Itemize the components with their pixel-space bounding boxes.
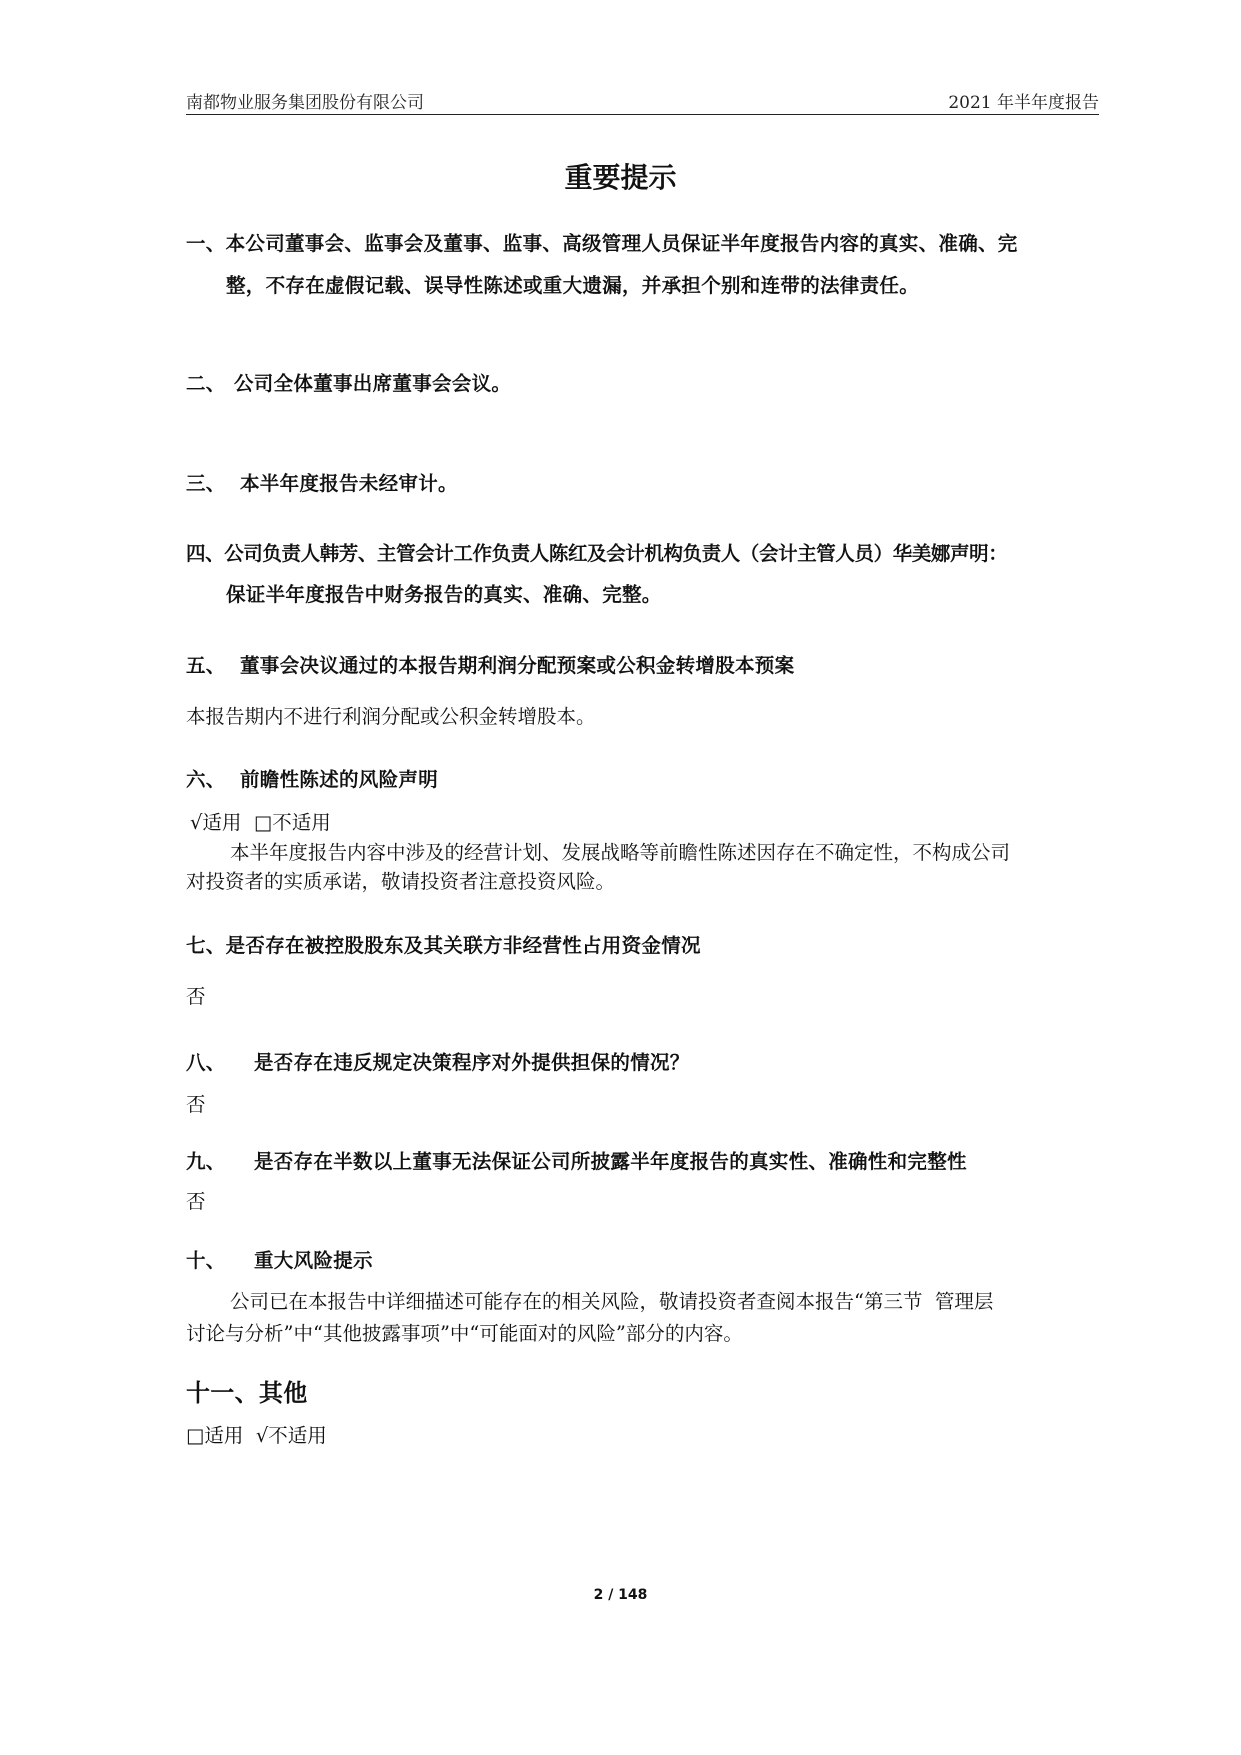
section-4-heading: [186, 538, 1007, 566]
section-6-body-line2: 对投资者的实质承诺，敬请投资者注意投资风险。: [186, 870, 616, 893]
section-2-heading: [186, 368, 511, 396]
section-9-number: 九、: [186, 1150, 226, 1173]
header-company: 南都物业服务集团股份有限公司: [186, 93, 424, 113]
header-report-title: 2021 年半年度报告: [948, 93, 1099, 113]
section-2-text: 公司全体董事出席董事会会议。: [234, 372, 512, 395]
section-3-text: 本半年度报告未经审计。: [240, 472, 458, 495]
section-9-text: 是否存在半数以上董事无法保证公司所披露半年度报告的真实性、准确性和完整性: [254, 1150, 967, 1173]
section-6-number: 六、: [186, 768, 226, 791]
section-9-answer: 否: [186, 1190, 206, 1213]
section-5-heading: [186, 650, 794, 678]
section-10-text: 重大风险提示: [254, 1249, 373, 1272]
section-3-heading: [186, 468, 458, 496]
page-title: 重要提示: [564, 161, 677, 194]
section-5-number: 五、: [186, 654, 226, 677]
section-7-answer: 否: [186, 985, 206, 1008]
page-header: [186, 84, 1099, 115]
section-7-text: 是否存在被控股股东及其关联方非经营性占用资金情况: [225, 934, 701, 957]
section-1-line2: 整，不存在虚假记载、误导性陈述或重大遗漏，并承担个别和连带的法律责任。: [226, 274, 920, 297]
section-10-number: 十、: [186, 1249, 226, 1272]
section-7-heading: [186, 930, 701, 958]
section-2-number: 二、: [186, 372, 226, 395]
section-6-options: √适用 □不适用: [190, 811, 331, 834]
section-5-body: 本报告期内不进行利润分配或公积金转增股本。: [186, 705, 596, 728]
section-8-text: 是否存在违反规定决策程序对外提供担保的情况？: [254, 1051, 690, 1074]
section-10-body-line2: 讨论与分析”中“其他披露事项”中“可能面对的风险”部分的内容。: [186, 1322, 743, 1345]
section-8-number: 八、: [186, 1051, 226, 1074]
section-8-answer: 否: [186, 1093, 206, 1116]
section-11-options: □适用 √不适用: [186, 1424, 327, 1447]
section-1-heading: [186, 228, 1018, 256]
section-11-heading: 十一、其他: [186, 1379, 308, 1407]
section-7-number: 七、: [186, 934, 226, 957]
section-10-body-line1: 公司已在本报告中详细描述可能存在的相关风险，敬请投资者查阅本报告“第三节 管理层: [230, 1290, 994, 1313]
section-8-heading: [186, 1047, 690, 1075]
section-10-heading: [186, 1245, 373, 1273]
section-1-line1: 本公司董事会、监事会及董事、监事、高级管理人员保证半年度报告内容的真实、准确、完: [225, 232, 1018, 255]
page-number: 2 / 148: [593, 1587, 648, 1603]
section-5-text: 董事会决议通过的本报告期利润分配预案或公积金转增股本预案: [240, 654, 795, 677]
section-6-heading: [186, 764, 438, 792]
section-9-heading: [186, 1146, 967, 1174]
section-6-text: 前瞻性陈述的风险声明: [240, 768, 439, 791]
section-4-line2: 保证半年度报告中财务报告的真实、准确、完整。: [226, 583, 662, 606]
section-4-line1: 公司负责人韩芳、主管会计工作负责人陈红及会计机构负责人（会计主管人员）华美娜声明：: [224, 542, 1008, 565]
section-6-body-line1: 本半年度报告内容中涉及的经营计划、发展战略等前瞻性陈述因存在不确定性，不构成公司: [230, 841, 1011, 864]
section-4-number: 四、: [186, 542, 225, 565]
section-3-number: 三、: [186, 472, 226, 495]
section-1-number: 一、: [186, 232, 226, 255]
